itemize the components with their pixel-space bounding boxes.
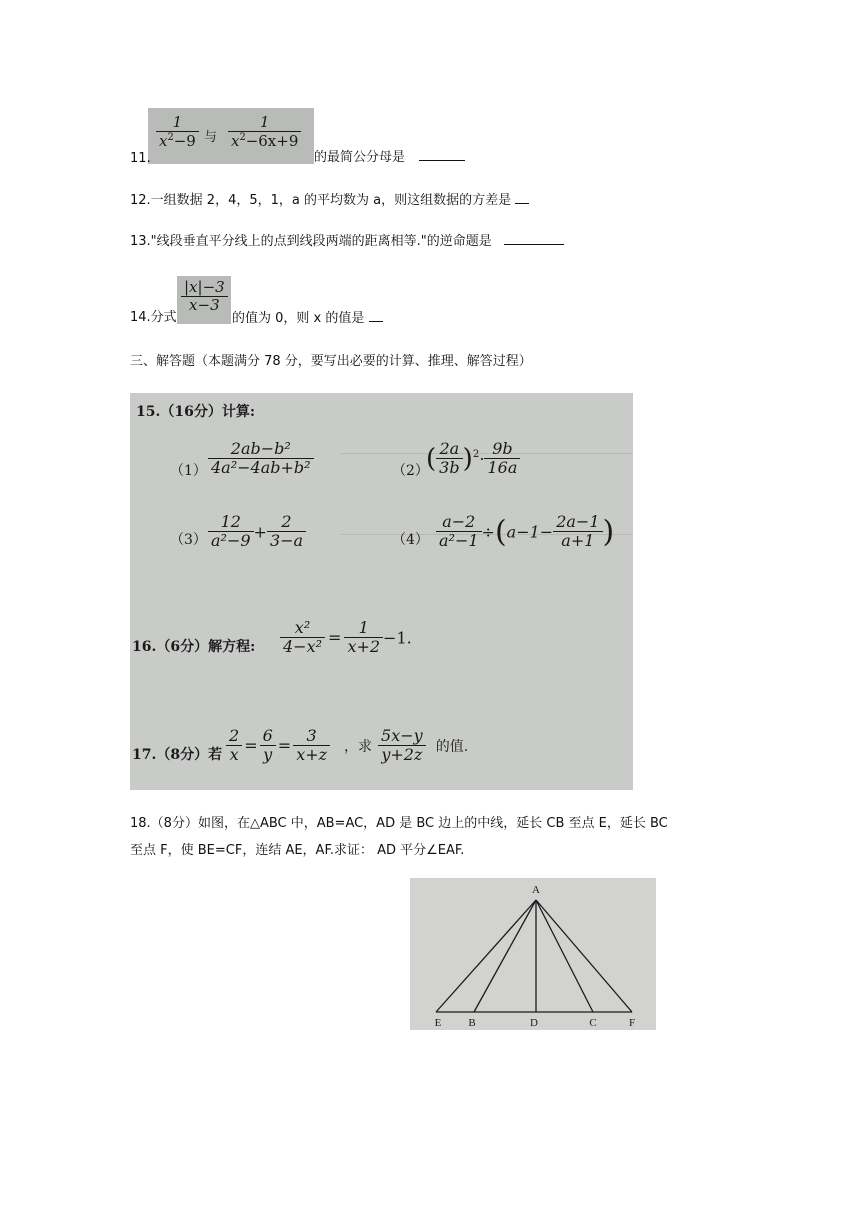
q11-fraction-1 bbox=[156, 114, 199, 151]
segment-AB bbox=[474, 900, 536, 1012]
q15-p2-expr: ( $\frac{2a}{3b}$ )$^2$· $\frac{9b}{16a}$ bbox=[426, 440, 520, 478]
q12-answer-blank[interactable] bbox=[515, 191, 529, 204]
section-3-title: 三、解答题（本题满分 78 分，要写出必要的计算、推理、解答过程） bbox=[130, 354, 532, 369]
q11-f1-numerator: 1 bbox=[156, 114, 199, 132]
q11-text bbox=[314, 148, 465, 167]
q18-line-1: 18.（8分）如图，在△ABC 中，AB=AC，AD 是 BC 边上的中线，延长 CB 至点 E，延长 BC bbox=[130, 816, 668, 831]
q11-fraction-2 bbox=[228, 114, 301, 151]
q11-number: 11. bbox=[130, 151, 151, 166]
q16-fraction-2: $\frac{1}{x+2}$ bbox=[344, 619, 383, 657]
q14-answer-blank[interactable] bbox=[369, 309, 383, 322]
q15-p1-denominator: 4a²−4ab+b² bbox=[211, 458, 311, 478]
q17-fraction-1: $\frac{2}{x}$ bbox=[226, 727, 242, 765]
q18-line-2: 至点 F，使 BE=CF，连结 AE，AF.求证： AD 平分∠EAF. bbox=[130, 843, 465, 858]
q15-p2-fraction-1: $\frac{2a}{3b}$ bbox=[436, 440, 462, 478]
q15-p3-label: （3） bbox=[170, 532, 207, 548]
q16-fraction-1: $\frac{\text{x²}}{\text{4−x²}}$ bbox=[280, 619, 325, 657]
scanned-problems-15-17 bbox=[130, 393, 633, 790]
q14-numerator: |x|−3 bbox=[181, 279, 228, 297]
label-A: A bbox=[532, 884, 540, 896]
q14-scanned-fraction bbox=[177, 276, 231, 324]
triangle-diagram bbox=[410, 878, 656, 1030]
q15-p1-label: （1） bbox=[170, 463, 207, 479]
q17-fraction-3: $\frac{3}{x+z}$ bbox=[293, 727, 330, 765]
q17-fraction-4: $\frac{5x-y}{y+2z}$ bbox=[378, 727, 426, 765]
q15-p3-expr: $\frac{12}{\text{a²−9}}$ + $\frac{2}{3-a}$ bbox=[208, 513, 306, 551]
label-F: F bbox=[628, 1017, 636, 1029]
bleed-through-1 bbox=[460, 399, 464, 414]
q16-equation: $\frac{\text{x²}}{\text{4−x²}}$ = $\frac{1}{x+2}$ −1. bbox=[280, 619, 412, 657]
segment-AE bbox=[436, 900, 536, 1012]
q14-denominator: x−3 bbox=[189, 296, 220, 315]
q15-title: 15.（16分）计算: bbox=[136, 404, 256, 420]
triangle-figure bbox=[410, 878, 656, 1030]
label-C: C bbox=[589, 1017, 597, 1029]
q11-text-label: 的最简公分母是 bbox=[314, 150, 406, 165]
q13-answer-blank[interactable] bbox=[504, 232, 564, 245]
q15-p2-label: （2） bbox=[392, 463, 429, 479]
q12-line bbox=[130, 191, 529, 210]
q14-prefix: 14.分式 bbox=[130, 310, 177, 325]
q17-expression: $\frac{2}{x}$ = $\frac{6}{y}$ = $\frac{3}{x+z}$ ，求 $\frac{5x-y}{y+2z}$ 的值. bbox=[226, 727, 468, 765]
q11-f2-denominator: $x^2-6x+9$ bbox=[231, 132, 299, 151]
q15-p1-fraction bbox=[208, 440, 314, 478]
q16-title: 16.（6分）解方程: bbox=[132, 639, 256, 655]
q15-p3-fraction-2: $\frac{2}{3-a}$ bbox=[267, 513, 306, 551]
label-E: E bbox=[434, 1017, 442, 1029]
q11-f2-numerator: 1 bbox=[228, 114, 301, 132]
q13-line bbox=[130, 232, 564, 251]
q11-scanned-fractions bbox=[148, 108, 314, 164]
q15-p4-fraction-1: $\frac{a-2}{\text{a²−1}}$ bbox=[436, 513, 482, 551]
q15-p4-fraction-2: $\frac{2a-1}{a+1}$ bbox=[553, 513, 602, 551]
q11-f1-denominator: $x^2-9$ bbox=[159, 132, 196, 151]
q17-title: 17.（8分）若 bbox=[132, 747, 223, 763]
q11-answer-blank[interactable] bbox=[419, 148, 465, 161]
label-B: B bbox=[468, 1017, 476, 1029]
q17-fraction-2: $\frac{6}{y}$ bbox=[260, 727, 276, 765]
q15-p3-fraction-1: $\frac{12}{\text{a²−9}}$ bbox=[208, 513, 254, 551]
q15-p4-expr: $\frac{a-2}{\text{a²−1}}$ ÷(a−1− $\frac{2a-1}{a+1}$ ) bbox=[436, 513, 614, 551]
q14-suffix-line bbox=[232, 309, 383, 328]
label-D: D bbox=[530, 1017, 538, 1029]
q12-text: 12.一组数据 2，4，5，1，a 的平均数为 a，则这组数据的方差是 bbox=[130, 193, 512, 208]
q11-joiner: 与 bbox=[204, 130, 218, 145]
q15-p4-label: （4） bbox=[392, 532, 429, 548]
q13-text: 13."线段垂直平分线上的点到线段两端的距离相等."的逆命题是 bbox=[130, 234, 492, 249]
q15-p1-numerator: 2ab−b² bbox=[208, 440, 314, 459]
q15-p2-fraction-2: $\frac{9b}{16a}$ bbox=[484, 440, 520, 478]
q14-suffix: 的值为 0，则 x 的值是 bbox=[232, 311, 365, 326]
q14-fraction bbox=[181, 279, 228, 315]
